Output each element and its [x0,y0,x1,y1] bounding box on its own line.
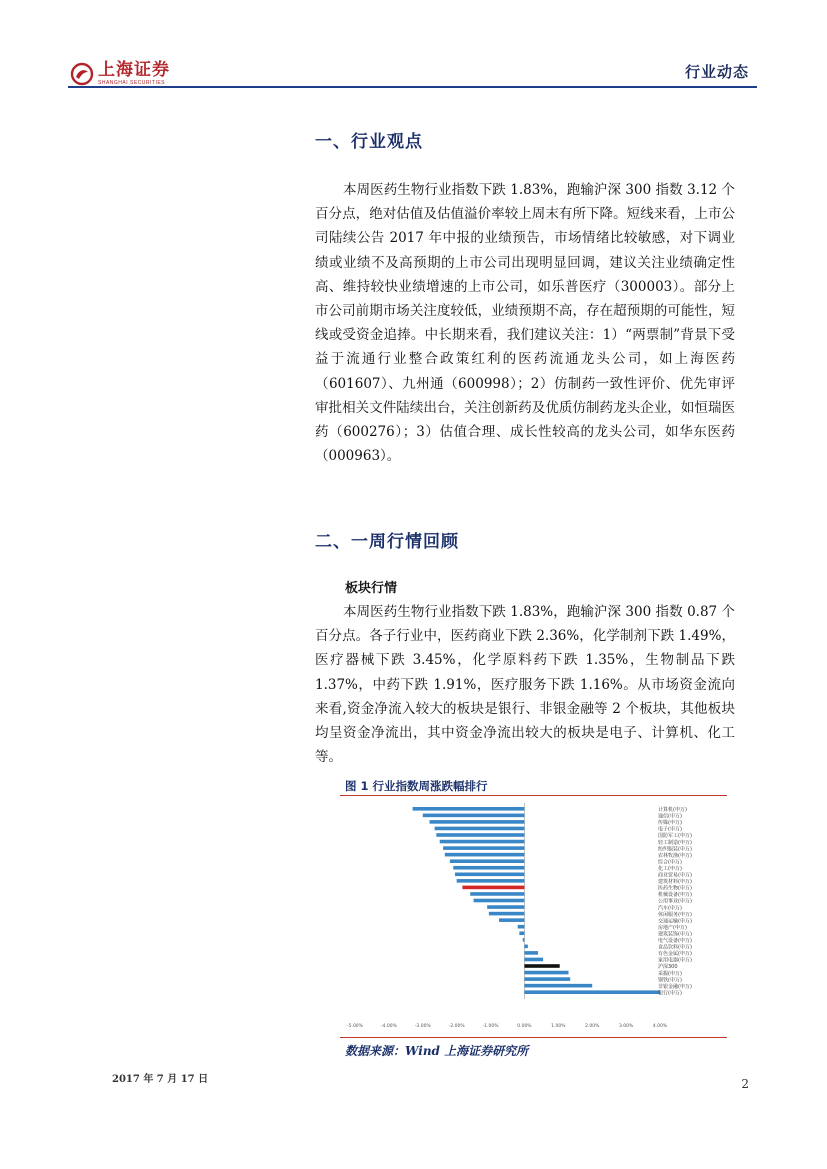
category-label: 农林牧渔(申万) [658,852,692,859]
category-label: 商业贸易(申万) [658,872,692,879]
category-label: 采掘(申万) [658,970,682,977]
category-label: 银行(申万) [658,990,682,997]
bar-18 [518,925,525,929]
category-label: 建筑材料(申万) [658,879,692,886]
bar-1 [423,814,525,818]
category-label: 通信(申万) [658,813,682,820]
category-label: 钢铁(申万) [658,977,682,984]
category-label: 电子(申万) [658,826,682,833]
category-label: 化工(申万) [658,865,682,872]
bar-22 [524,951,538,955]
bar-13 [470,892,524,896]
industry-index-bar-chart [340,797,727,1035]
bar-14 [474,899,525,903]
page-number: 2 [741,1077,749,1091]
bar-24 [524,964,559,968]
category-label: 建筑装饰(申万) [658,931,692,938]
category-label: 机械设备(申万) [658,892,692,899]
category-label: 家用电器(申万) [658,957,692,964]
section1-paragraph [315,178,735,468]
bar-8 [450,859,525,863]
section1-text: 本周医药生物行业指数下跌 1.83%，跑输沪深 300 指数 3.12 个百分点，绝对估值及估值溢价率较上周末有所下降。短线来看，上市公司陆续公告 2017 年中报的业绩预告，市场情绪比较敏感，对下调业绩或业绩不及高预期的上市公司出现明显回调，建议关注业绩确定性高、维持较快业绩增速的上市公司，如乐普医疗（300003）。部分上市公司前期市场关注度较低，业绩预期不高，存在超预期的可能性，短线或受资金追捧。中长期来看，我们建议关注：1）“两票制”背景下受益于流通行业整合政策红利的医药流通龙头公司，如上海医药（601607）、九州通（600998）；2）仿制药一致性评价、优先审评审批相关文件陆续出台，关注创新药及优质仿制药龙头企业，如恒瑞医药（600276）；3）估值合理、成长性较高的龙头公司，如华东医药（000963）。 [315,182,735,465]
category-label: 公用事业(申万) [658,898,692,905]
bar-19 [519,931,524,935]
category-label: 房地产(申万) [658,924,687,931]
bar-5 [440,840,525,844]
bar-21 [524,945,527,949]
bar-0 [413,807,525,811]
category-label: 轻工制造(申万) [658,839,692,846]
bar-3 [435,827,525,831]
x-tick-label: 0.00% [517,1023,532,1029]
category-label: 交通运输(申万) [658,918,692,925]
footer-date: 2017 年 7 月 17 日 [112,1074,209,1085]
bar-16 [489,912,525,916]
category-label: 汽车(申万) [658,905,682,912]
bar-27 [524,984,592,988]
x-tick-label: -4.00% [380,1023,397,1029]
bar-23 [524,958,543,962]
x-tick-label: -5.00% [347,1023,363,1029]
category-label: 传媒(申万) [658,820,682,827]
section1-heading: 一、行业观点 [315,132,423,152]
category-label: 食品饮料(申万) [658,944,692,951]
category-label: 有色金属(申万) [658,951,692,958]
category-label: 沪深300 [658,964,678,971]
bar-15 [487,905,524,909]
bar-26 [524,977,570,981]
x-tick-label: -2.00% [448,1023,465,1029]
bar-6 [443,846,524,850]
category-label: 医药生物(申万) [658,885,692,892]
bar-7 [445,853,525,857]
x-tick-label: -3.00% [414,1023,431,1029]
logo-emblem-icon [70,62,94,86]
bar-9 [453,866,524,870]
bar-25 [524,971,568,975]
figure-source: 数据来源：Wind 上海证券研究所 [345,1044,529,1058]
category-label: 非银金融(申万) [658,983,692,990]
x-tick-label: -1.00% [482,1023,499,1029]
figure-top-rule [340,795,727,796]
header-divider [68,86,757,88]
logo-name: 上海证券 [98,60,170,80]
bar-28 [524,990,660,994]
bar-11 [457,879,525,883]
company-logo [70,62,170,86]
section-label: 行业动态 [684,63,749,81]
section2-paragraph [315,600,735,769]
section2-heading: 二、一周行情回顾 [315,532,459,552]
figure-bottom-rule [340,1037,727,1038]
x-tick-label: 4.00% [652,1023,668,1029]
bar-2 [430,820,525,824]
category-label: 休闲服务(申万) [658,911,692,918]
category-label: 计算机(申万) [658,807,687,813]
category-label: 纺织服装(申万) [658,846,692,853]
category-label: 电气设备(申万) [658,938,692,944]
x-tick-label: 1.00% [551,1023,566,1029]
bar-20 [523,938,525,942]
figure-title: 图 1 行业指数周涨跌幅排行 [345,779,488,793]
bar-10 [455,873,524,877]
bar-4 [436,833,524,837]
bar-12 [462,886,524,890]
bar-17 [499,918,524,922]
section2-subheading: 板块行情 [345,581,398,596]
x-tick-label: 3.00% [618,1023,634,1029]
logo-subtitle: SHANGHAI SECURITIES [98,80,166,86]
section2-text: 本周医药生物行业指数下跌 1.83%，跑输沪深 300 指数 0.87 个百分点。各子行业中，医药商业下跌 2.36%，化学制剂下跌 1.49%，医疗器械下跌 3.45%，化学原料药下跌 1.35%，生物制品下跌 1.37%，中药下跌 1.91%，医疗服务下跌 1.16%。从市场资金流向来看,资金净流入较大的板块是银行、非银金融等 2 个板块，其他板块均呈资金净流出，其中资金净流出较大的板块是电子、计算机、化工等。 [315,604,735,766]
x-tick-label: 2.00% [585,1023,600,1029]
category-label: 综合(申万) [658,859,682,866]
category-label: 国防军工(申万) [658,833,692,840]
